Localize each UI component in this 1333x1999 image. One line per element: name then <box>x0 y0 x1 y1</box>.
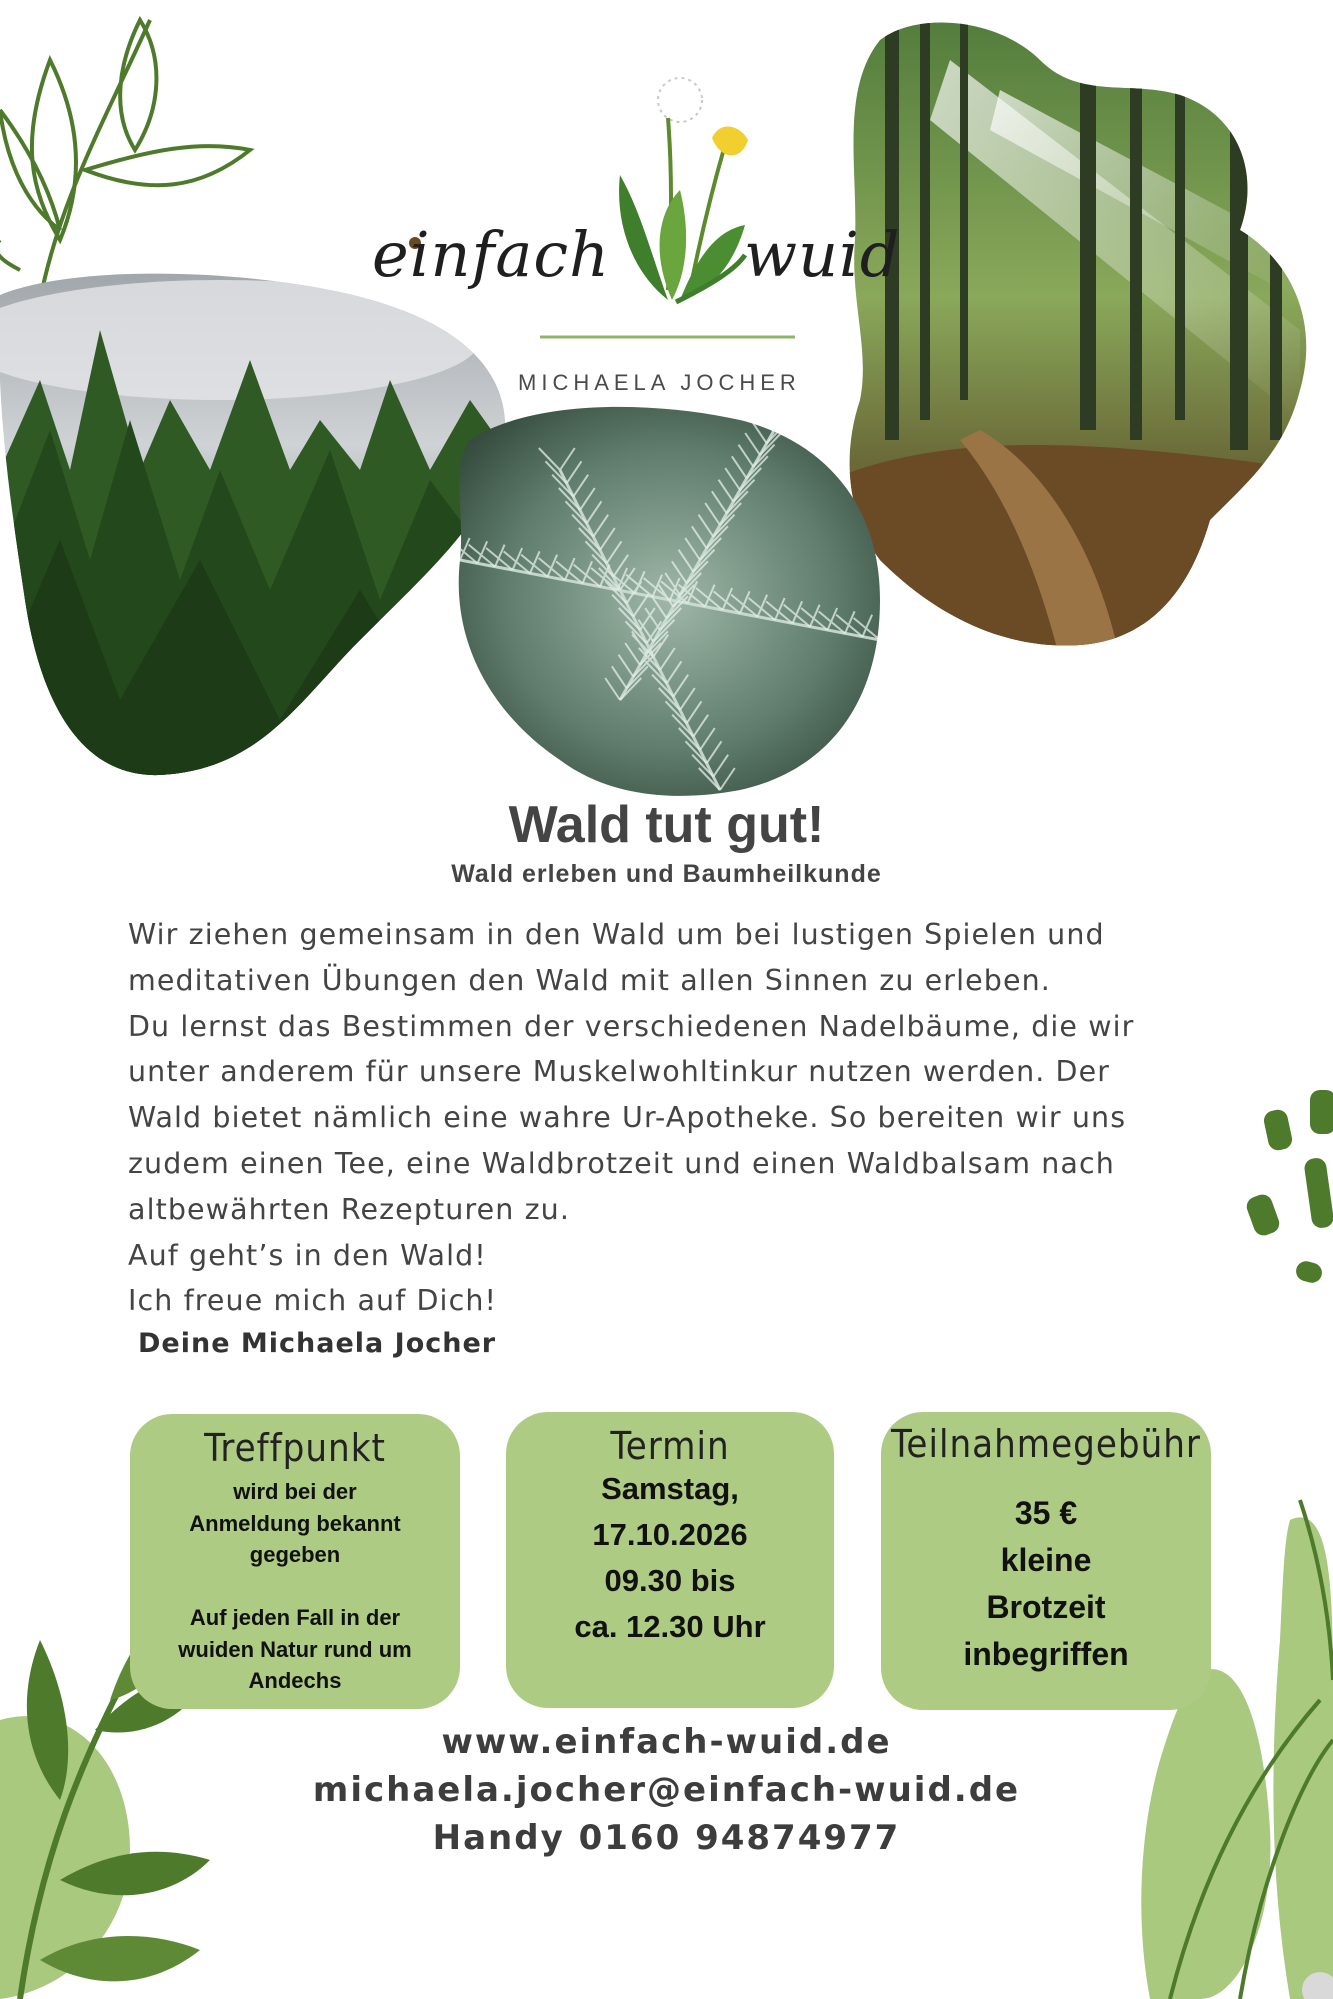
contact-website[interactable]: www.einfach-wuid.de <box>441 1722 892 1762</box>
card-fee <box>881 1412 1211 1710</box>
description-line: Wald bietet nämlich eine wahre Ur-Apotheke. So bereiten wir uns <box>128 1101 1127 1135</box>
description-line: meditativen Übungen den Wald mit allen Sinnen zu erleben. <box>128 963 1051 997</box>
contact-email[interactable]: michaela.jocher@einfach-wuid.de <box>312 1770 1021 1810</box>
description-line: Du lernst das Bestimmen der verschiedenen Nadelbäume, die wir <box>128 1009 1135 1043</box>
description-line: Auf geht’s in den Wald! <box>128 1238 487 1272</box>
description <box>128 912 1134 1324</box>
page-title: Wald tut gut! <box>508 796 825 854</box>
leaf-branch-icon <box>0 20 250 300</box>
card-body: 35 € kleine Brotzeit inbegriffen <box>963 1495 1129 1672</box>
card-title: Treffpunkt <box>204 1426 386 1470</box>
card-body: wird bei der Anmeldung bekannt gegeben Auf jeden Fall in der wuiden Natur rund um Andechs <box>178 1479 412 1693</box>
description-line: Wir ziehen gemeinsam in den Wald um bei lustigen Spielen und <box>128 918 1105 951</box>
card-title: Teilnahmegebühr <box>891 1422 1201 1466</box>
description-line: Ich freue mich auf Dich! <box>128 1284 498 1318</box>
card-meeting-point <box>130 1414 460 1709</box>
photo-spruce-needles <box>434 390 900 810</box>
contact-phone: Handy 0160 94874977 <box>432 1818 901 1858</box>
card-body: Samstag, 17.10.2026 09.30 bis ca. 12.30 Uhr <box>574 1471 766 1644</box>
dots-decoration-icon <box>1244 1090 1333 1285</box>
photo-sunlit-forest <box>830 0 1310 660</box>
page-subtitle: Wald erleben und Baumheilkunde <box>451 860 882 888</box>
logo-word-wuid: wuid <box>744 218 901 291</box>
card-title: Termin <box>610 1424 730 1468</box>
photo-mountain-forest <box>0 260 520 800</box>
logo-word-einfach: einfach <box>372 218 611 291</box>
description-line: unter anderem für unsere Muskelwohltinkur nutzen werden. Der <box>128 1055 1111 1089</box>
description-line: zudem einen Tee, eine Waldbrotzeit und einen Waldbalsam nach <box>128 1146 1115 1180</box>
logo-name: MICHAELA JOCHER <box>518 370 801 395</box>
card-date <box>506 1412 834 1708</box>
signature: Deine Michaela Jocher <box>138 1328 497 1359</box>
description-line: altbewährten Rezepturen zu. <box>128 1192 570 1226</box>
